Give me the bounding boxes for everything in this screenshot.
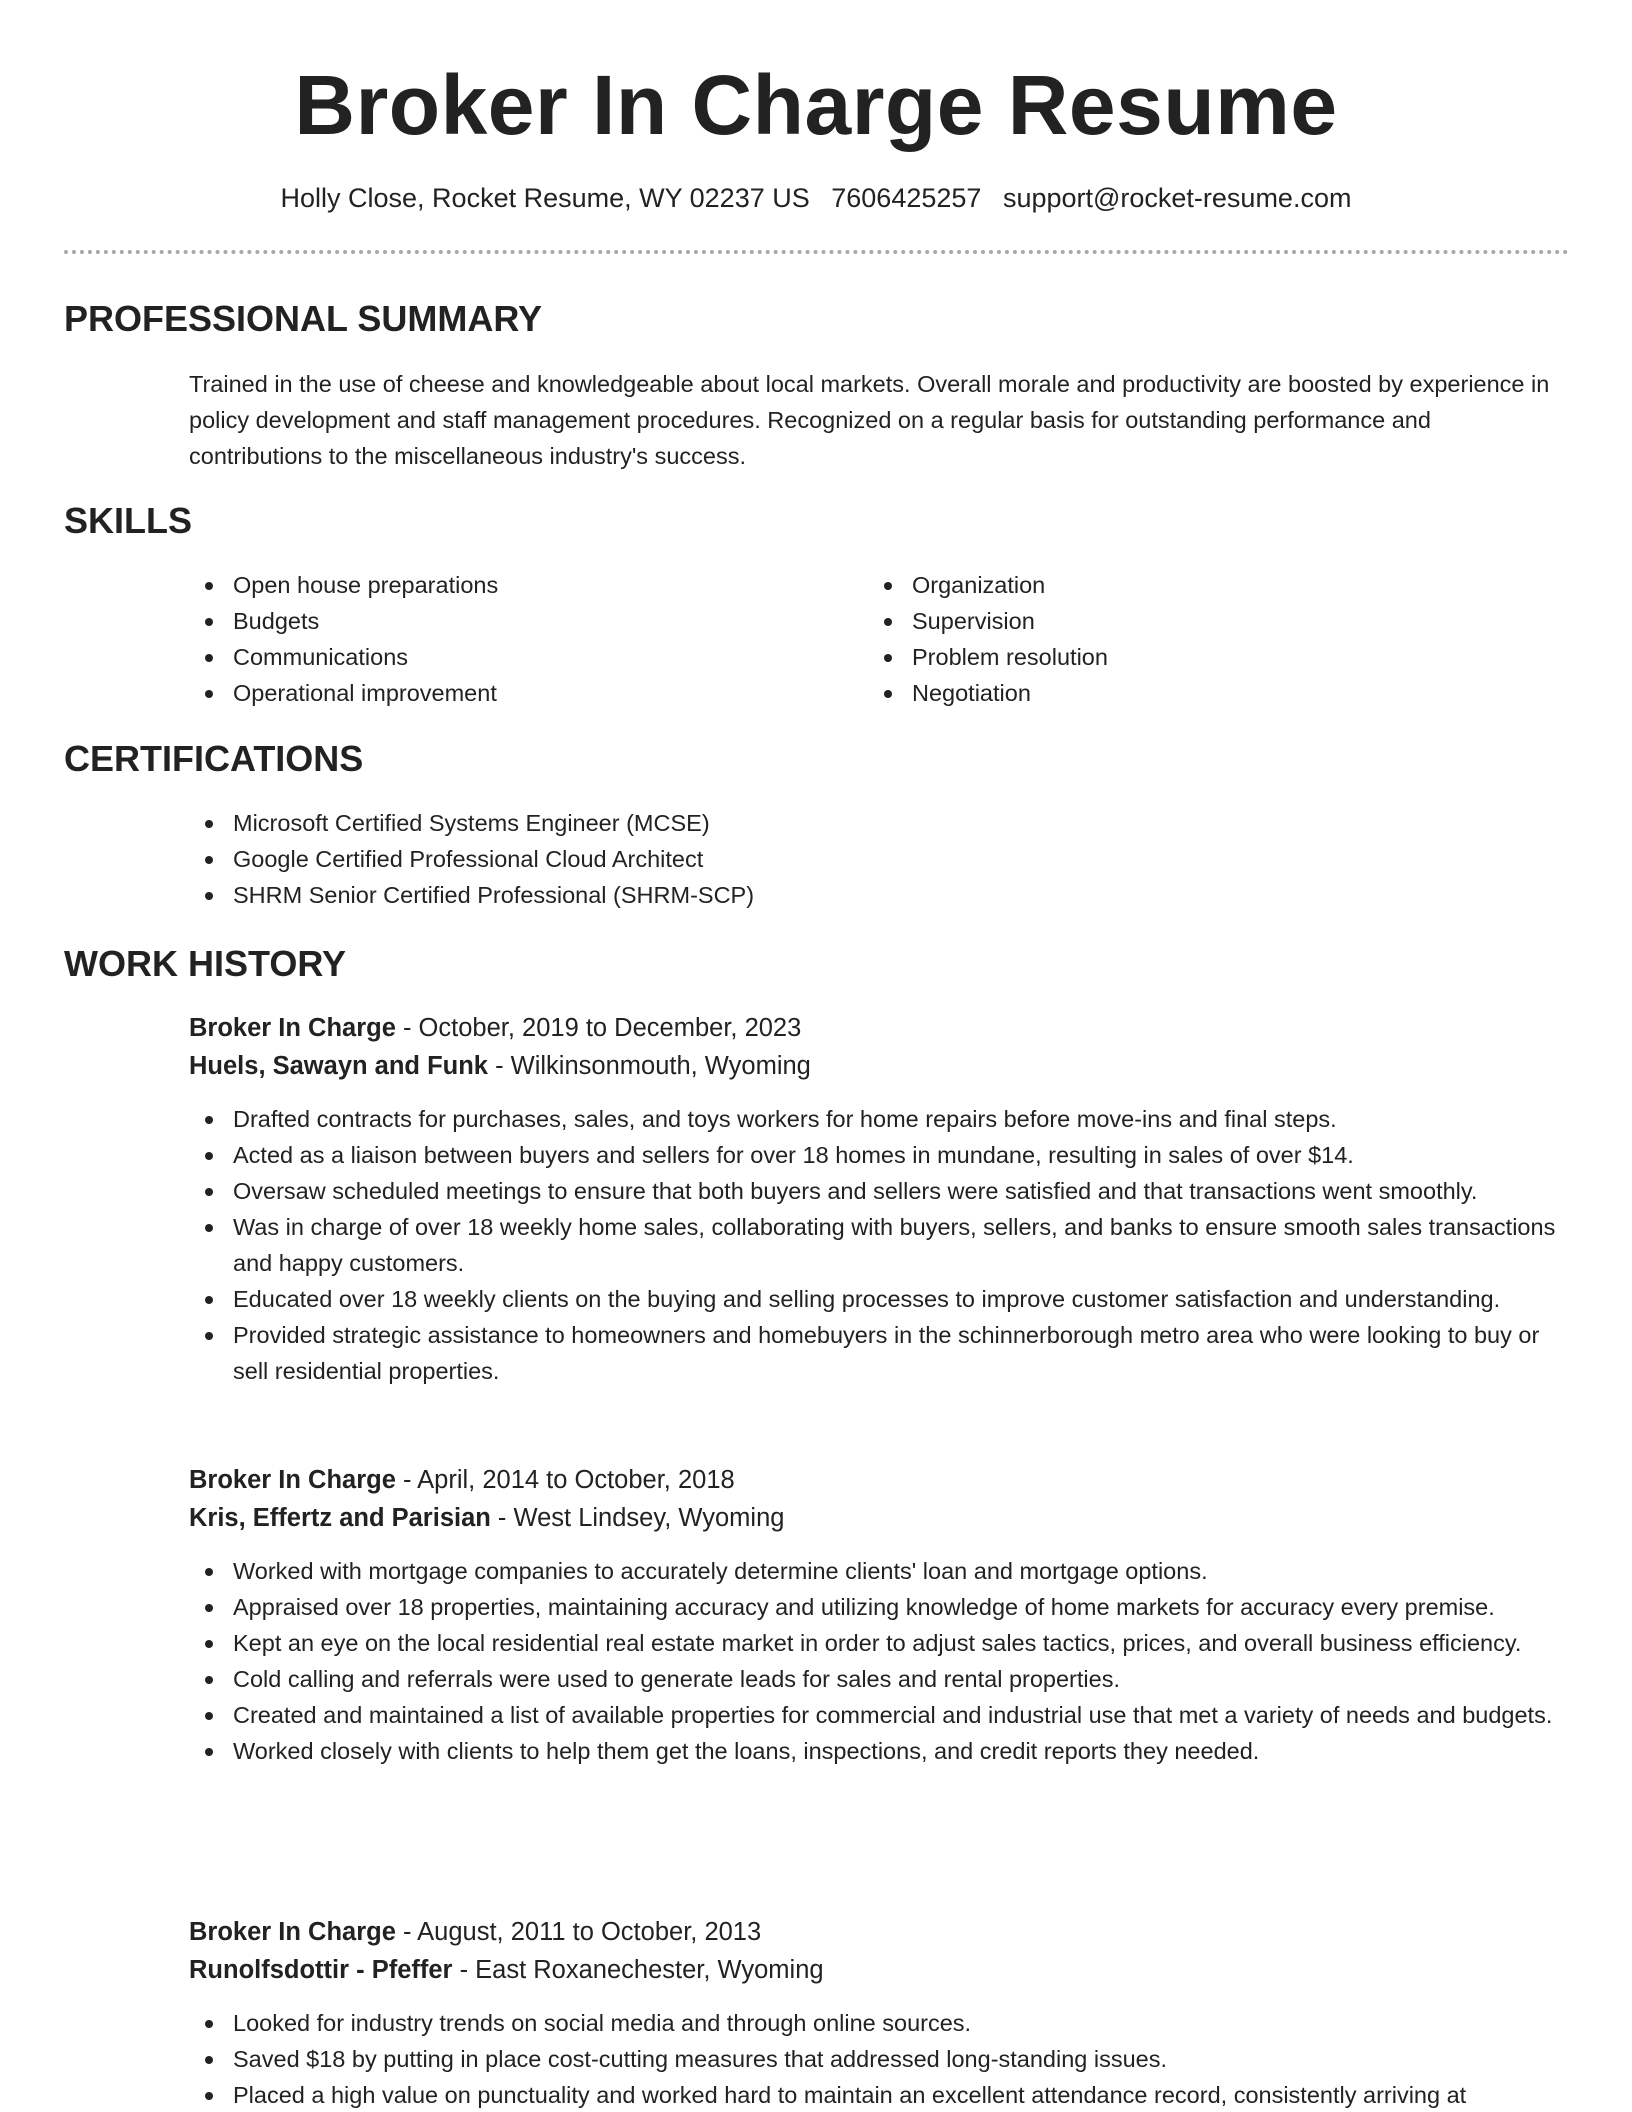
- job-company-line: [189, 1951, 1564, 1989]
- job-bullet: Acted as a liaison between buyers and sellers for over 18 homes in mundane, resulting in sales of over $14.: [189, 1137, 1564, 1173]
- job-bullet: Created and maintained a list of available properties for commercial and industrial use that met a variety of needs and budgets.: [189, 1697, 1564, 1733]
- job-bullet: Was in charge of over 18 weekly home sales, collaborating with buyers, sellers, and banks to ensure smooth sales transactions and happy customers.: [189, 1209, 1564, 1281]
- job-dates: - August, 2011 to October, 2013: [395, 1918, 762, 1946]
- job-role: Broker In Charge: [189, 1466, 396, 1494]
- certifications-list: [189, 805, 1489, 913]
- job-entry: [189, 1009, 1564, 1389]
- job-bullet: Saved $18 by putting in place cost-cutting measures that addressed long-standing issues.: [189, 2041, 1564, 2077]
- skill-item: Budgets: [189, 603, 789, 639]
- job-bullet: Oversaw scheduled meetings to ensure that both buyers and sellers were satisfied and that transactions went smoothly.: [189, 1173, 1564, 1209]
- contact-phone: 7606425257: [831, 183, 982, 213]
- job-location: - East Roxanechester, Wyoming: [452, 1956, 824, 1984]
- job-dates: - October, 2019 to December, 2023: [395, 1014, 802, 1042]
- certification-item: Google Certified Professional Cloud Architect: [189, 841, 1489, 877]
- work-history-heading: WORK HISTORY: [64, 943, 347, 984]
- skills-list-right: [868, 567, 1468, 711]
- job-bullet: Placed a high value on punctuality and worked hard to maintain an excellent attendance record, consistently arriving at: [189, 2077, 1564, 2112]
- skill-item: Open house preparations: [189, 567, 789, 603]
- job-company: Huels, Sawayn and Funk: [189, 1052, 488, 1080]
- job-bullet: Looked for industry trends on social media and through online sources.: [189, 2005, 1564, 2041]
- certification-item: SHRM Senior Certified Professional (SHRM-SCP): [189, 877, 1489, 913]
- certifications-heading: CERTIFICATIONS: [64, 738, 364, 779]
- job-bullet: Drafted contracts for purchases, sales, and toys workers for home repairs before move-ins and final steps.: [189, 1101, 1564, 1137]
- skills-list-left: [189, 567, 789, 711]
- job-company: Runolfsdottir - Pfeffer: [189, 1956, 453, 1984]
- job-company-line: [189, 1499, 1564, 1537]
- job-title-line: [189, 1461, 1564, 1499]
- job-title-line: [189, 1913, 1564, 1951]
- job-role: Broker In Charge: [189, 1014, 396, 1042]
- summary-heading: PROFESSIONAL SUMMARY: [64, 298, 543, 339]
- job-bullet: Worked closely with clients to help them get the loans, inspections, and credit reports they needed.: [189, 1733, 1564, 1769]
- certification-item: Microsoft Certified Systems Engineer (MCSE): [189, 805, 1489, 841]
- job-location: - Wilkinsonmouth, Wyoming: [488, 1052, 811, 1080]
- job-entry: [189, 1461, 1564, 1769]
- skill-item: Communications: [189, 639, 789, 675]
- skill-item: Problem resolution: [868, 639, 1468, 675]
- skill-item: Organization: [868, 567, 1468, 603]
- job-bullet: Kept an eye on the local residential real estate market in order to adjust sales tactics, prices, and overall business efficiency.: [189, 1625, 1564, 1661]
- job-bullet: Educated over 18 weekly clients on the buying and selling processes to improve customer satisfaction and understanding.: [189, 1281, 1564, 1317]
- job-title-line: [189, 1009, 1564, 1047]
- job-company-line: [189, 1047, 1564, 1085]
- job-bullets: [189, 1553, 1564, 1769]
- job-role: Broker In Charge: [189, 1918, 396, 1946]
- job-bullet: Worked with mortgage companies to accurately determine clients' loan and mortgage options.: [189, 1553, 1564, 1589]
- job-entry: [189, 1913, 1564, 2112]
- resume-title: Broker In Charge Resume: [294, 58, 1338, 152]
- job-bullet: Cold calling and referrals were used to generate leads for sales and rental properties.: [189, 1661, 1564, 1697]
- job-bullets: [189, 1101, 1564, 1389]
- skill-item: Operational improvement: [189, 675, 789, 711]
- skills-heading: SKILLS: [64, 500, 193, 541]
- job-bullet: Appraised over 18 properties, maintaining accuracy and utilizing knowledge of home markets for accuracy every premise.: [189, 1589, 1564, 1625]
- job-bullet: Provided strategic assistance to homeowners and homebuyers in the schinnerborough metro area who were looking to buy or sell residential properties.: [189, 1317, 1564, 1389]
- summary-text: Trained in the use of cheese and knowledgeable about local markets. Overall morale and productivity are boosted by experience in policy development and staff management procedures. Recognized on a regular basis for outstanding performance and contributions to the miscellaneous industry's success.: [189, 371, 1550, 469]
- contact-address: Holly Close, Rocket Resume, WY 02237 US: [280, 183, 810, 213]
- skill-item: Negotiation: [868, 675, 1468, 711]
- contact-email: support@rocket-resume.com: [1002, 183, 1352, 213]
- contact-line: [0, 180, 1632, 216]
- skill-item: Supervision: [868, 603, 1468, 639]
- header-divider: [64, 250, 1569, 254]
- job-bullets: [189, 2005, 1564, 2112]
- job-location: - West Lindsey, Wyoming: [490, 1504, 785, 1532]
- job-dates: - April, 2014 to October, 2018: [395, 1466, 735, 1494]
- job-company: Kris, Effertz and Parisian: [189, 1504, 491, 1532]
